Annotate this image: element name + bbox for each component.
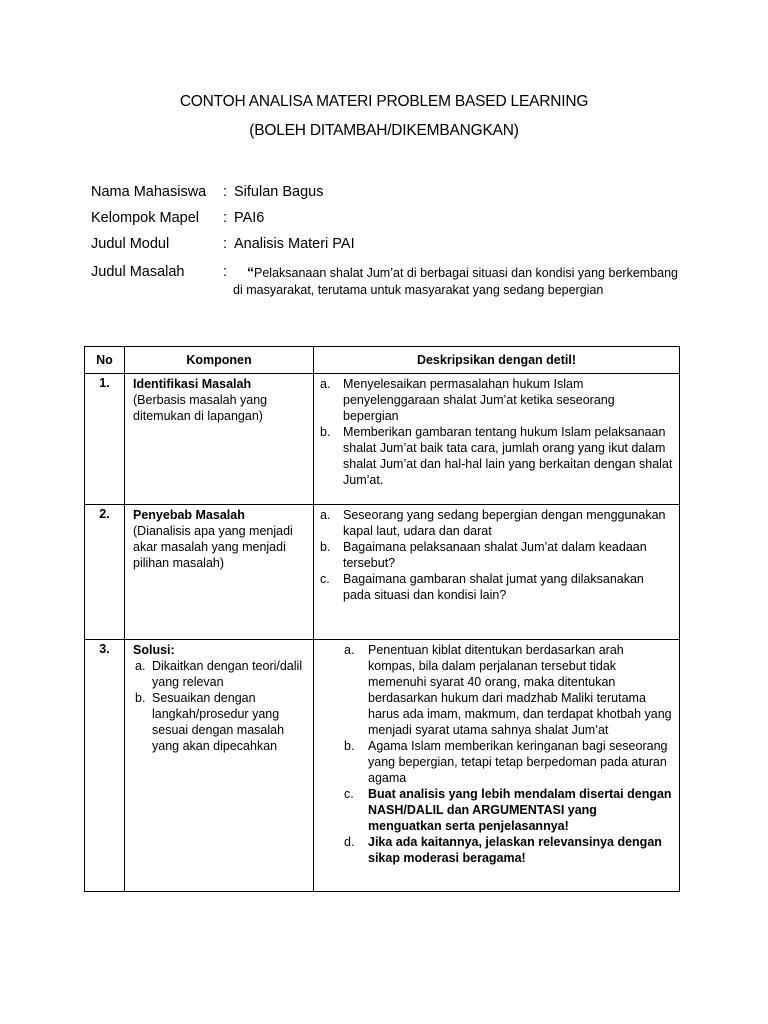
info-separator: : (223, 184, 228, 200)
list-text: Memberikan gambaran tentang hukum Islam pelaksanaan shalat Jum’at baik tata cara, jumlah orang yang ikut dalam shalat Jum’at dan hal-hal lain yang berkaitan dengan shalat Jum’at. (343, 425, 673, 487)
list-item (318, 539, 673, 571)
table-row (85, 374, 680, 505)
list-marker: b. (320, 540, 331, 554)
list-marker: c. (344, 787, 354, 801)
list-text: Menyelesaikan permasalahan hukum Islam penyelenggaraan shalat Jum’at ketika seseorang bepergian (343, 377, 615, 423)
list-item (318, 738, 673, 786)
list-item (318, 786, 673, 834)
header-no: No (85, 347, 125, 374)
komponen-desc: (Dianalisis apa yang menjadi akar masalah yang menjadi pilihan masalah) (133, 524, 293, 570)
komponen-cell (125, 505, 314, 640)
info-separator: : (223, 210, 228, 226)
list-item (133, 690, 308, 754)
list-marker: a. (135, 659, 146, 673)
list-text: Jika ada kaitannya, jelaskan relevansinya dengan sikap moderasi beragama! (368, 835, 662, 865)
list-marker: a. (320, 377, 331, 391)
row-number: 2. (85, 505, 125, 640)
open-quote: “ (247, 264, 254, 280)
header-komponen: Komponen (125, 347, 314, 374)
info-label: Judul Modul (91, 236, 170, 252)
info-label: Nama Mahasiswa (91, 184, 207, 200)
komponen-title: Solusi: (133, 643, 175, 657)
list-marker: b. (135, 691, 146, 705)
judul-masalah-value (233, 264, 678, 299)
list-text: Bagaimana pelaksanaan shalat Jum’at dalam keadaan tersebut? (343, 540, 647, 570)
list-marker: d. (344, 835, 355, 849)
table-header-row (85, 347, 680, 374)
deskripsi-cell (314, 640, 680, 892)
judul-masalah-text: Pelaksanaan shalat Jum’at di berbagai situasi dan kondisi yang berkembang di masyarakat, terutama untuk masyarakat yang sedang bepergian (233, 266, 678, 297)
header-deskripsi: Deskripsikan dengan detil! (314, 347, 680, 374)
komponen-title: Penyebab Masalah (133, 508, 245, 522)
list-marker: a. (344, 643, 355, 657)
komponen-cell (125, 640, 314, 892)
list-text: Seseorang yang sedang bepergian dengan menggunakan kapal laut, udara dan darat (343, 508, 666, 538)
table-row (85, 505, 680, 640)
row-number: 3. (85, 640, 125, 892)
komponen-cell (125, 374, 314, 505)
info-value: PAI6 (234, 210, 265, 226)
deskripsi-cell (314, 505, 680, 640)
document-title: CONTOH ANALISA MATERI PROBLEM BASED LEARNING (179, 93, 589, 110)
info-label: Judul Masalah (91, 264, 185, 280)
list-marker: b. (320, 425, 331, 439)
list-marker: a. (320, 508, 331, 522)
list-item (318, 642, 673, 738)
list-text: Dikaitkan dengan teori/dalil yang relevan (152, 659, 303, 689)
komponen-title: Identifikasi Masalah (133, 377, 252, 391)
list-item (318, 834, 673, 866)
table-row (85, 640, 680, 892)
analysis-table (84, 346, 680, 892)
list-item (318, 507, 673, 539)
list-item (133, 658, 308, 690)
info-separator: : (223, 236, 228, 252)
list-marker: c. (320, 572, 330, 586)
list-text: Buat analisis yang lebih mendalam disertai dengan NASH/DALIL dan ARGUMENTASI yang menguatkan serta penjelasannya! (368, 787, 672, 833)
info-value: Sifulan Bagus (234, 184, 324, 200)
list-text: Penentuan kiblat ditentukan berdasarkan arah kompas, bila dalam perjalanan tersebut tidak memenuhi syarat 40 orang, maka ditentukan berdasarkan hukum dari madzhab Maliki terutama harus ada imam, makmum, dan terdapat khotbah yang menjadi syarat utama sahnya shalat Jum’at (368, 643, 672, 737)
list-item (318, 376, 673, 424)
deskripsi-cell (314, 374, 680, 505)
row-number: 1. (85, 374, 125, 505)
list-marker: b. (344, 739, 355, 753)
list-text: Bagaimana gambaran shalat jumat yang dilaksanakan pada situasi dan kondisi lain? (343, 572, 644, 602)
list-text: Agama Islam memberikan keringanan bagi seseorang yang bepergian, tetapi tetap berpedoman pada aturan agama (368, 739, 668, 785)
list-item (318, 424, 673, 488)
document-subtitle: (BOLEH DITAMBAH/DIKEMBANGKAN) (249, 122, 519, 139)
komponen-desc: (Berbasis masalah yang ditemukan di lapangan) (133, 393, 268, 423)
list-text: Sesuaikan dengan langkah/prosedur yang sesuai dengan masalah yang akan dipecahkan (152, 691, 285, 753)
list-item (318, 571, 673, 603)
info-label: Kelompok Mapel (91, 210, 199, 226)
info-separator: : (223, 264, 228, 280)
info-value: Analisis Materi PAI (234, 236, 355, 252)
